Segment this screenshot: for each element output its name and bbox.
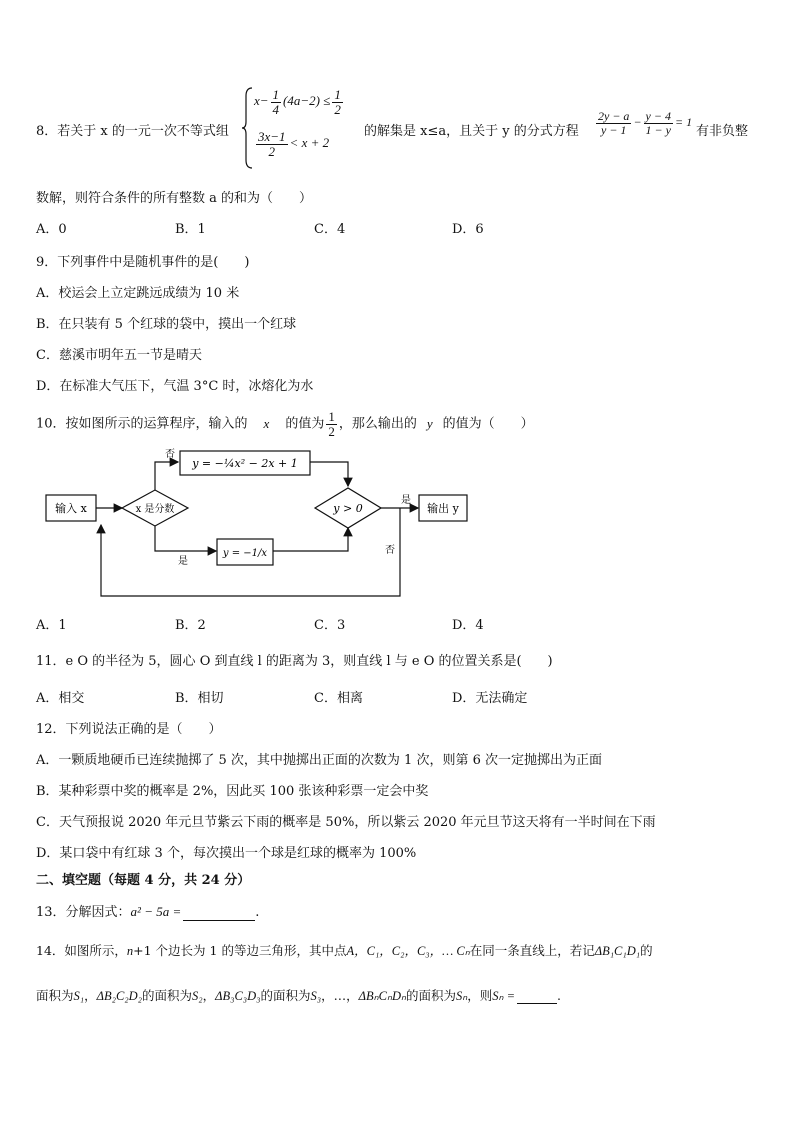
flow-yes-right-label: 是 xyxy=(401,495,411,506)
q10-stem xyxy=(36,410,534,438)
q13-line xyxy=(36,901,259,921)
section-fill-in-heading: 二、填空题（每题 4 分，共 24 分） xyxy=(36,873,251,888)
q8-sys2-den: 2 xyxy=(268,143,276,159)
q8-mid-text: 的解集是 x≤a，且关于 y 的分式方程 xyxy=(364,124,579,139)
q8-line2: 数解，则符合条件的所有整数 a 的和为（ ） xyxy=(36,191,313,206)
flow-input-label: 输入 x xyxy=(55,502,87,515)
q12-option-c: C．天气预报说 2020 年元旦节紫云下雨的概率是 50%，所以紫云 2020 年元旦节这天将有一半时间在下雨 xyxy=(36,815,656,830)
q8-sys1-rhs-frac xyxy=(332,88,343,116)
q14-l1-points: A，C₁，C₂，C₃，… Cₙ xyxy=(346,944,470,958)
q8-system-line1 xyxy=(254,88,345,116)
q10-half-den: 2 xyxy=(328,423,335,439)
q13-answer-blank[interactable] xyxy=(183,905,255,921)
q8-sys1-rhs-num: 1 xyxy=(334,87,341,102)
q14-line1 xyxy=(36,941,653,959)
flow-no-top-label: 否 xyxy=(165,449,175,460)
q8-system-line2 xyxy=(254,130,329,158)
q8-sys1-lhs: x− xyxy=(254,93,269,109)
q10-var-y: y xyxy=(426,415,433,431)
q14-l1-a: 14．如图所示， xyxy=(36,943,127,958)
q12-option-d: D．某口袋中有红球 3 个，每次摸出一个球是红球的概率为 100% xyxy=(36,846,417,861)
q8-eq-frac2 xyxy=(644,110,673,136)
q14-l2-sn: Sₙ xyxy=(455,989,468,1003)
flow-decision-label: x 是分数 xyxy=(135,504,175,515)
q13-end: . xyxy=(255,905,260,920)
q13-expression: a² − 5a = xyxy=(130,904,182,919)
q14-l2-a: 面积为 xyxy=(36,988,74,1003)
q10-half-fraction xyxy=(326,410,337,438)
q14-l2-h: ，则 xyxy=(467,988,493,1003)
q8-system-brace xyxy=(242,86,254,170)
q8-sys1-frac-den: 4 xyxy=(272,101,280,117)
q9-option-a: A．校运会上立定跳远成绩为 10 米 xyxy=(36,286,240,301)
q11-stem: 11．e O 的半径为 5，圆心 O 到直线 l 的距离为 3，则直线 l 与 e O 的位置关系是( ) xyxy=(36,654,553,669)
q14-l2-sn-result: Sₙ = xyxy=(492,989,516,1003)
q8-line1 xyxy=(36,120,229,139)
q14-l2-b: ， xyxy=(84,988,97,1003)
q14-line2 xyxy=(36,986,561,1004)
q8-eq-f1-den: y − 1 xyxy=(601,122,627,137)
q14-l2-triangle3: ΔB₃C₃D₃ xyxy=(215,989,261,1003)
q9-option-d: D．在标准大气压下，气温 3°C 时，冰熔化为水 xyxy=(36,379,314,394)
q9-option-c: C．慈溪市明年五一节是晴天 xyxy=(36,348,202,363)
q14-l2-end: . xyxy=(557,988,561,1003)
q14-l2-trianglen: ΔBₙCₙDₙ xyxy=(358,989,406,1003)
q8-eq-f2-num: y − 4 xyxy=(645,109,671,123)
q14-l1-c: 在同一条直线上，若记 xyxy=(469,943,595,958)
flow-check-label: y > 0 xyxy=(333,502,363,515)
q8-option-b: B．1 xyxy=(175,222,206,237)
q14-l2-s2: S₂ xyxy=(192,989,203,1003)
q8-tail: 有非负整 xyxy=(696,124,749,139)
q8-sys1-frac-num: 1 xyxy=(272,87,280,102)
q14-l2-g: 的面积为 xyxy=(405,988,456,1003)
q10-stem-a: 10．按如图所示的运算程序，输入的 xyxy=(36,416,248,432)
q8-eq-frac1 xyxy=(596,110,631,136)
q8-sys1-mid: (4a−2) ≤ xyxy=(283,93,331,109)
q14-l1-n: n xyxy=(126,944,134,958)
flow-formula-bottom: y = −1/x xyxy=(222,548,268,559)
flow-no-right-label: 否 xyxy=(385,545,395,556)
q14-l1-d: 的 xyxy=(640,943,653,958)
q10-option-a: A．1 xyxy=(36,618,67,633)
q14-l2-s1: S₁ xyxy=(73,989,85,1003)
flow-output-label: 输出 y xyxy=(427,502,459,515)
q10-var-x: x xyxy=(263,415,270,431)
q11-option-c: C．相离 xyxy=(314,691,363,706)
q9-option-b: B．在只装有 5 个红球的袋中，摸出一个红球 xyxy=(36,317,297,332)
q8-number: 8． xyxy=(36,124,58,139)
q9-stem: 9．下列事件中是随机事件的是( ) xyxy=(36,255,250,270)
q8-eq-f2-den: 1 − y xyxy=(645,122,671,137)
q8-fraction-equation xyxy=(594,110,692,136)
q8-eq-minus: − xyxy=(633,114,642,129)
q10-stem-c: ，那么输出的 xyxy=(338,416,417,432)
q14-l2-triangle2: ΔB₂C₂D₂ xyxy=(96,989,143,1003)
q11-option-a: A．相交 xyxy=(36,691,85,706)
q12-stem: 12．下列说法正确的是（ ） xyxy=(36,722,222,737)
q8-sys1-rhs-den: 2 xyxy=(334,101,341,117)
q8-option-d: D．6 xyxy=(452,222,484,237)
q8-sys2-rhs: < x + 2 xyxy=(289,135,330,151)
q8-sys2-num: 3x−1 xyxy=(258,129,286,144)
q13-stem: 13．分解因式： xyxy=(36,905,131,920)
q8-eq-f1-num: 2y − a xyxy=(598,109,630,123)
q10-half-num: 1 xyxy=(328,409,335,424)
q14-l2-f: ，…， xyxy=(321,988,359,1003)
q14-l1-b: +1 个边长为 1 的等边三角形，其中点 xyxy=(133,943,347,958)
q11-option-b: B．相切 xyxy=(175,691,224,706)
q10-option-b: B．2 xyxy=(175,618,206,633)
q8-eq-rhs: = 1 xyxy=(674,114,693,129)
q10-stem-b: 的值为 xyxy=(285,416,325,432)
q10-option-c: C．3 xyxy=(314,618,346,633)
q8-option-a: A．0 xyxy=(36,222,67,237)
q10-flowchart xyxy=(40,443,480,603)
q12-option-a: A．一颗质地硬币已连续抛掷了 5 次，其中抛掷出正面的次数为 1 次，则第 6 次一定抛掷出为正面 xyxy=(36,753,602,768)
flow-yes-bottom-label: 是 xyxy=(178,556,188,567)
q8-sys2-frac xyxy=(256,130,288,158)
q10-stem-d: 的值为（ ） xyxy=(442,416,534,432)
q8-intro: 若关于 x 的一元一次不等式组 xyxy=(57,124,229,139)
q11-option-d: D．无法确定 xyxy=(452,691,528,706)
q14-l2-e: 的面积为 xyxy=(260,988,311,1003)
q14-l2-c: 的面积为 xyxy=(142,988,193,1003)
q14-answer-blank[interactable] xyxy=(517,988,557,1004)
q14-l2-s3: S₃ xyxy=(310,989,322,1003)
flow-formula-top: y = −¼x² − 2x + 1 xyxy=(192,457,298,470)
q10-option-d: D．4 xyxy=(452,618,484,633)
q12-option-b: B．某种彩票中奖的概率是 2%，因此买 100 张该种彩票一定会中奖 xyxy=(36,784,429,799)
q8-option-c: C．4 xyxy=(314,222,346,237)
q14-l2-d: ， xyxy=(202,988,216,1003)
q14-l1-triangle1: ΔB₁C₁D₁ xyxy=(594,944,641,958)
q8-sys1-frac xyxy=(271,88,282,116)
